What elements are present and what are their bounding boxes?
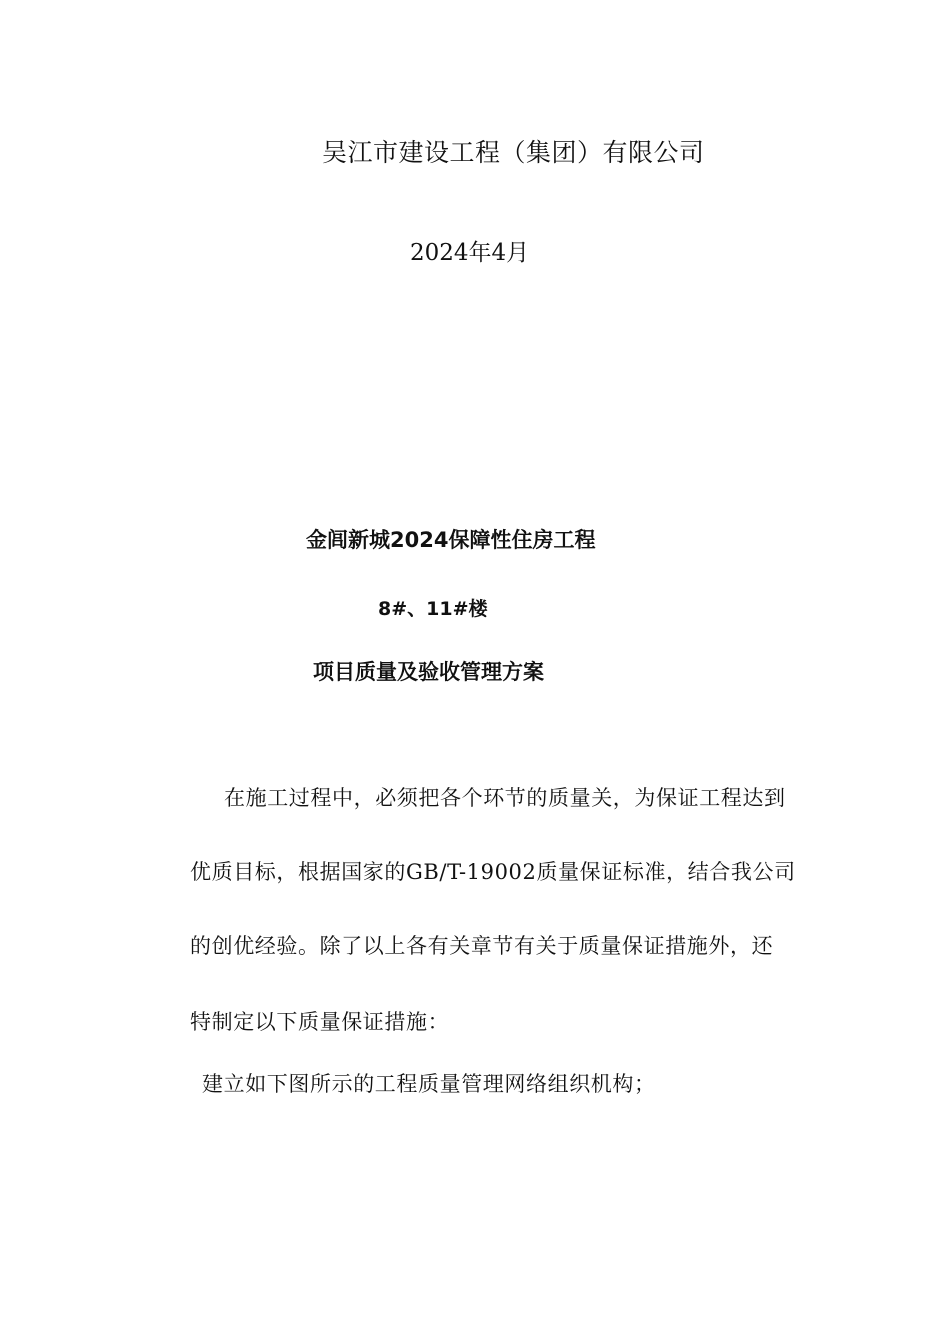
project-title: 金闾新城2024保障性住房工程 [306, 528, 596, 552]
body-line-4: 特制定以下质量保证措施： [190, 1010, 450, 1034]
document-date: 2024年4月 [410, 240, 530, 266]
body-line-2: 优质目标，根据国家的GB/T-19002质量保证标准，结合我公司 [190, 860, 796, 884]
body-line-3: 的创优经验。除了以上各有关章节有关于质量保证措施外，还 [190, 934, 774, 958]
body-line-5: 建立如下图所示的工程质量管理网络组织机构； [202, 1072, 656, 1096]
body-line-1: 在施工过程中，必须把各个环节的质量关，为保证工程达到 [224, 786, 786, 810]
building-numbers: 8#、11#楼 [378, 598, 488, 620]
plan-title: 项目质量及验收管理方案 [313, 660, 544, 684]
company-name: 吴江市建设工程（集团）有限公司 [322, 138, 705, 167]
